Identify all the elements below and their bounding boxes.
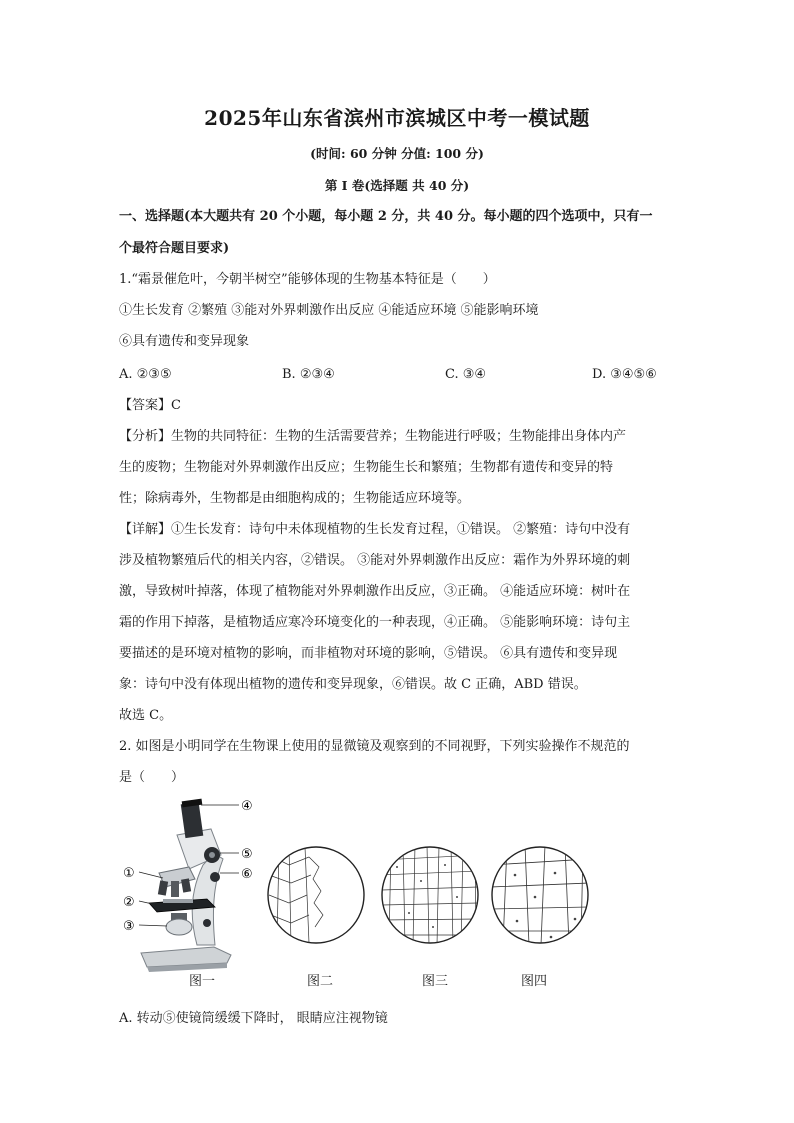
q2-stem-line-1: 2. 如图是小明同学在生物课上使用的显微镜及观察到的不同视野，下列实验操作不规范的: [119, 739, 630, 754]
figure-caption-2: 图二: [307, 974, 334, 989]
figure-caption-4: 图四: [521, 974, 548, 989]
q1-conclusion: 故选 C。: [119, 708, 173, 723]
microscope-figure-svg: [119, 795, 679, 995]
q1-option-b: B. ②③④: [282, 367, 335, 382]
instruction-line-2: 个最符合题目要求): [119, 241, 230, 256]
figure-caption-1: 图一: [189, 974, 216, 989]
q1-detail-line: 霜的作用下掉落，是植物适应寒冷环境变化的一种表现，④正确。 ⑤能影响环境：诗句主: [119, 615, 631, 630]
section-heading: 第 I 卷(选择题 共 40 分): [324, 178, 470, 193]
microscope-label-2: ②: [123, 895, 135, 910]
microscope-label-6: ⑥: [241, 867, 253, 882]
microscope-label-3: ③: [123, 919, 135, 934]
q1-options: [119, 366, 679, 384]
microscope-label-1: ①: [123, 866, 135, 881]
microscope-drawing: [139, 799, 239, 972]
field-of-view-2: [268, 845, 364, 945]
instruction-line-1: 一、选择题(本大题共有 20 个小题，每小题 2 分，共 40 分。每小题的四个选项中，只有一: [119, 209, 653, 224]
q1-analysis-line: 【分析】生物的共同特征：生物的生活需要营养；生物能进行呼吸；生物能排出身体内产: [119, 429, 627, 444]
q1-items-line-1: ①生长发育 ②繁殖 ③能对外界刺激作出反应 ④能适应环境 ⑤能影响环境: [119, 303, 539, 318]
q1-option-a: A. ②③⑤: [119, 367, 172, 382]
q1-detail-line: 【详解】①生长发育：诗句中未体现植物的生长发育过程，①错误。 ②繁殖：诗句中没有: [119, 522, 631, 537]
q1-analysis-line: 性；除病毒外，生物都是由细胞构成的；生物能适应环境等。: [119, 491, 471, 506]
exam-title: 2025年山东省滨州市滨城区中考一模试题: [204, 106, 590, 130]
q2-stem-line-2: 是（ ）: [119, 770, 185, 785]
q1-detail-line: 要描述的是环境对植物的影响，而非植物对环境的影响，⑤错误。 ⑥具有遗传和变异现: [119, 646, 618, 661]
field-of-view-4: [491, 845, 589, 945]
q2-option-a: A. 转动⑤使镜筒缓缓下降时， 眼睛应注视物镜: [119, 1011, 388, 1026]
figure-caption-3: 图三: [422, 974, 449, 989]
q1-answer: 【答案】C: [119, 398, 181, 413]
field-of-view-3: [381, 845, 479, 945]
q1-detail-line: 涉及植物繁殖后代的相关内容，②错误。 ③能对外界刺激作出反应：霜作为外界环境的刺: [119, 553, 631, 568]
q1-option-c: C. ③④: [445, 367, 487, 382]
exam-time-score: (时间: 60 分钟 分值: 100 分): [310, 146, 484, 161]
q1-stem: 1.“霜景催危叶，今朝半树空”能够体现的生物基本特征是（ ）: [119, 272, 496, 287]
microscope-label-4: ④: [241, 799, 253, 814]
q1-detail-line: 象：诗句中没有体现出植物的遗传和变异现象，⑥错误。故 C 正确，ABD 错误。: [119, 677, 587, 692]
q1-items-line-2: ⑥具有遗传和变异现象: [119, 334, 250, 349]
q1-option-d: D. ③④⑤⑥: [592, 367, 657, 382]
q2-figure: [119, 795, 679, 995]
microscope-label-5: ⑤: [241, 847, 253, 862]
q1-detail-line: 激，导致树叶掉落，体现了植物能对外界刺激作出反应，③正确。 ④能适应环境：树叶在: [119, 584, 631, 599]
q1-analysis-line: 生的废物；生物能对外界刺激作出反应；生物能生长和繁殖；生物都有遗传和变异的特: [119, 460, 614, 475]
